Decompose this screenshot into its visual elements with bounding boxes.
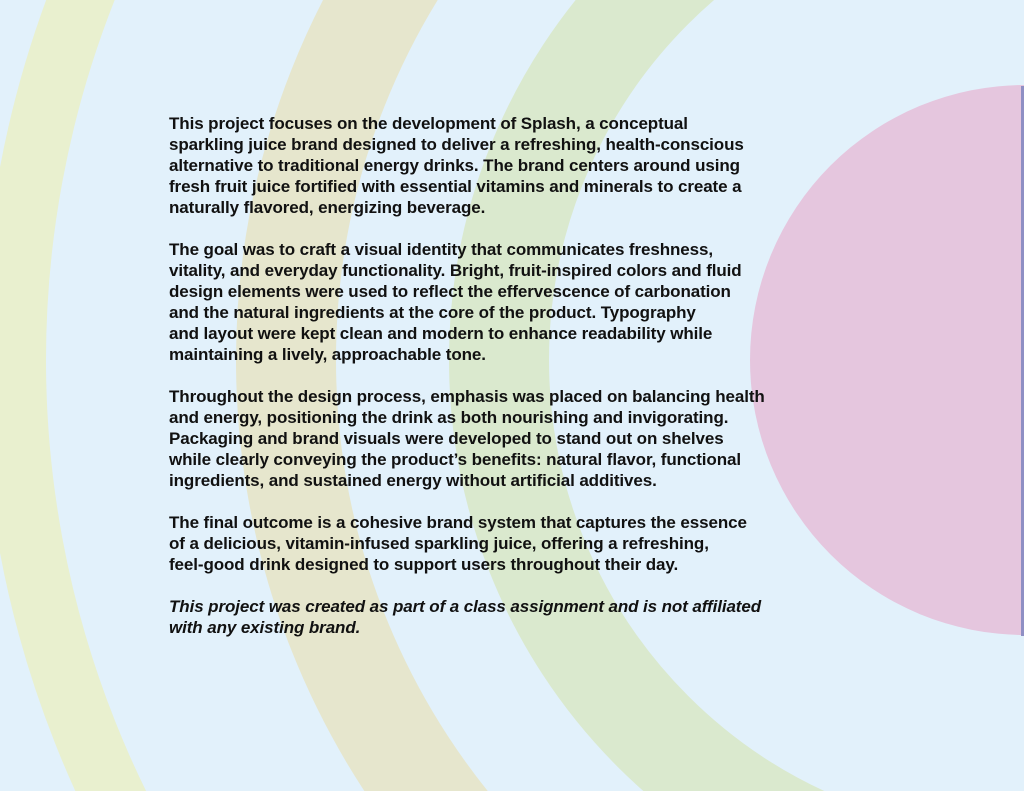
- text-line: This project was created as part of a class assignment and is not affiliated: [169, 597, 761, 616]
- text-line: maintaining a lively, approachable tone.: [169, 345, 486, 364]
- text-line: alternative to traditional energy drinks. The brand centers around using: [169, 156, 740, 175]
- text-line: while clearly conveying the product’s benefits: natural flavor, functional: [169, 450, 741, 469]
- text-line: sparkling juice brand designed to deliver a refreshing, health-conscious: [169, 135, 744, 154]
- text-line: Packaging and brand visuals were developed to stand out on shelves: [169, 429, 724, 448]
- text-line: design elements were used to reflect the effervescence of carbonation: [169, 282, 731, 301]
- text-line: and energy, positioning the drink as both nourishing and invigorating.: [169, 408, 729, 427]
- paragraph-goal: [169, 239, 889, 365]
- text-line: feel-good drink designed to support users throughout their day.: [169, 555, 679, 574]
- text-line: ingredients, and sustained energy without artificial additives.: [169, 471, 657, 490]
- text-line: and layout were kept clean and modern to enhance readability while: [169, 324, 713, 343]
- paragraph-outcome: [169, 512, 889, 575]
- text-line: The final outcome is a cohesive brand system that captures the essence: [169, 513, 747, 532]
- text-line: vitality, and everyday functionality. Bright, fruit-inspired colors and fluid: [169, 261, 742, 280]
- text-line: naturally flavored, energizing beverage.: [169, 198, 486, 217]
- text-line: This project focuses on the development of Splash, a conceptual: [169, 114, 688, 133]
- project-description: [169, 113, 889, 659]
- text-line: and the natural ingredients at the core of the product. Typography: [169, 303, 696, 322]
- text-line: The goal was to craft a visual identity that communicates freshness,: [169, 240, 713, 259]
- text-line: fresh fruit juice fortified with essential vitamins and minerals to create a: [169, 177, 742, 196]
- paragraph-intro: [169, 113, 889, 218]
- text-line: with any existing brand.: [169, 618, 361, 637]
- text-line: Throughout the design process, emphasis was placed on balancing health: [169, 387, 765, 406]
- paragraph-disclaimer: [169, 596, 889, 638]
- paragraph-process: [169, 386, 889, 491]
- text-line: of a delicious, vitamin-infused sparkling juice, offering a refreshing,: [169, 534, 709, 553]
